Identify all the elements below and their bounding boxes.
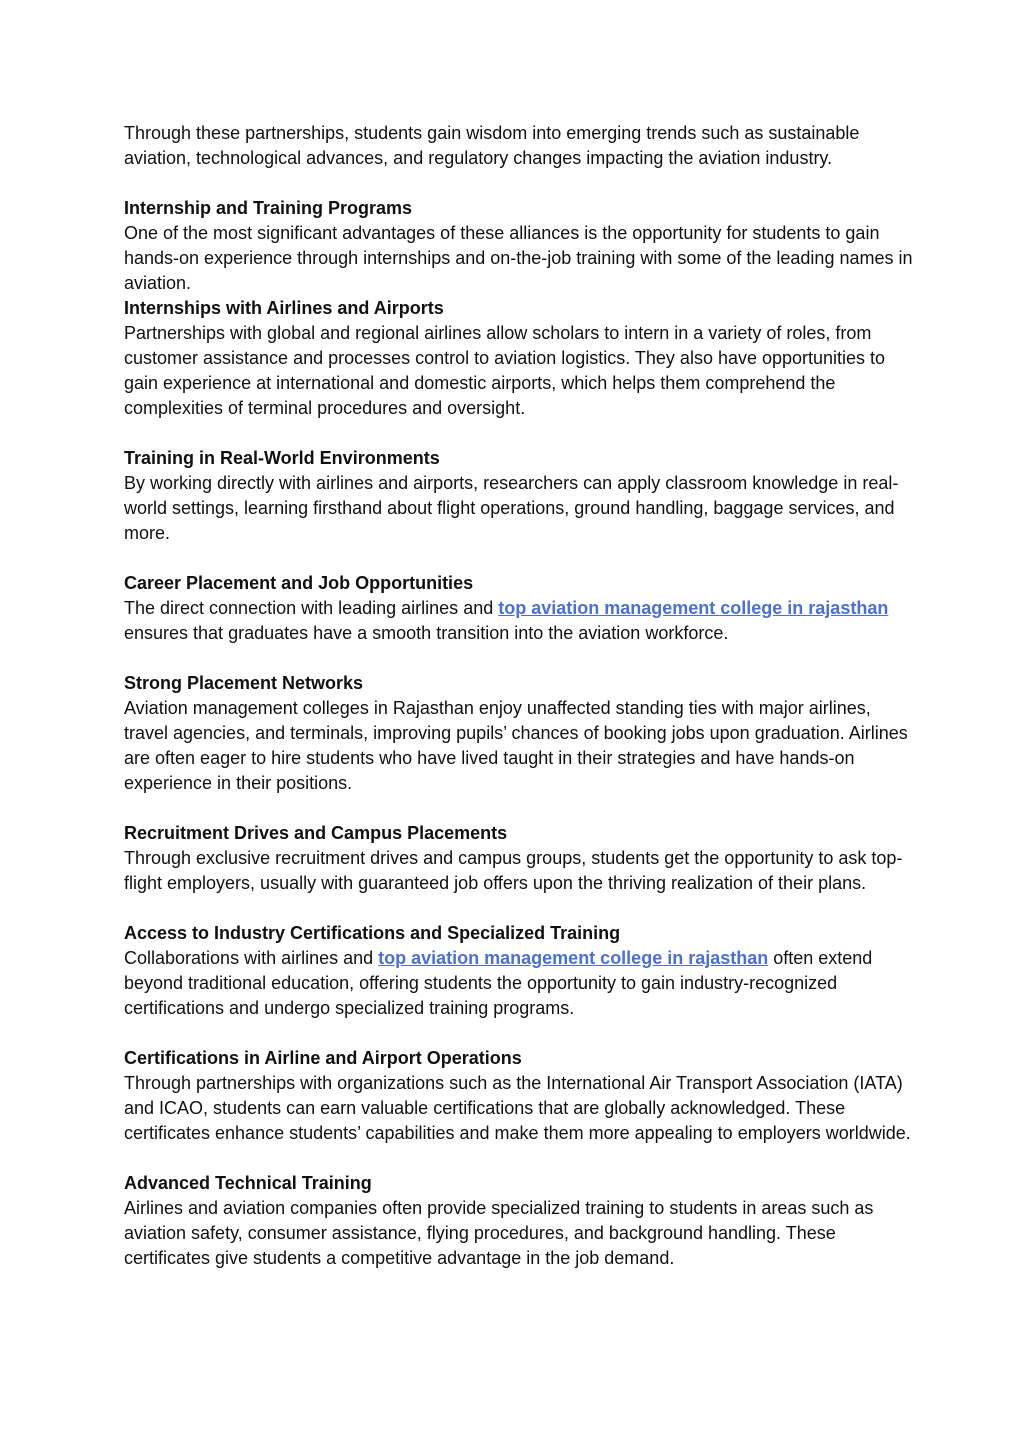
section-text-internship-training: One of the most significant advantages of these alliances is the opportunity for students to gain hands-on experience through internships and on-the-job training with some of the leading names in aviation. [124, 223, 913, 293]
spacer [124, 546, 914, 571]
spacer [124, 646, 914, 671]
section-heading-real-world-training: Training in Real-World Environments [124, 448, 440, 468]
spacer [124, 896, 914, 921]
section-text-airline-airport-certs: Through partnerships with organizations such as the International Air Transport Association (IATA) and ICAO, students can earn valuable certifications that are globally acknowledged. These certificates enhance students’ capabilities and make them more appealing to employers worldwide. [124, 1073, 911, 1143]
section-text-career-placement [124, 596, 914, 646]
spacer [124, 796, 914, 821]
text-segment: ensures that graduates have a smooth transition into the aviation workforce. [124, 623, 729, 643]
section-heading-certifications-access: Access to Industry Certifications and Specialized Training [124, 923, 621, 943]
section-text-real-world-training: By working directly with airlines and airports, researchers can apply classroom knowledge in real-world settings, learning firsthand about flight operations, ground handling, baggage services, and more. [124, 473, 899, 543]
text-segment: The direct connection with leading airlines and [124, 598, 499, 618]
section-text-placement-networks: Aviation management colleges in Rajasthan enjoy unaffected standing ties with major airlines, travel agencies, and terminals, improving pupils’ chances of booking jobs upon graduation. Airlines are often eager to hire students who have lived taught in their strategies and have hands-on experience in their positions. [124, 698, 908, 793]
section-heading-recruitment-drives: Recruitment Drives and Campus Placements [124, 823, 508, 843]
section-text-recruitment-drives: Through exclusive recruitment drives and campus groups, students get the opportunity to ask top-flight employers, usually with guaranteed job offers upon the thriving realization of their plans. [124, 848, 903, 893]
section-heading-placement-networks: Strong Placement Networks [124, 673, 364, 693]
document-page [124, 121, 914, 1271]
section-text-certifications-access [124, 946, 914, 1021]
section-text-internships-airlines: Partnerships with global and regional airlines allow scholars to intern in a variety of roles, from customer assistance and processes control to aviation logistics. They also have opportunities to gain experience at international and domestic airports, which helps them comprehend the complexities of terminal procedures and oversight. [124, 323, 886, 418]
section-heading-internship-training: Internship and Training Programs [124, 198, 413, 218]
text-segment: often extend beyond traditional education, offering students the opportunity to gain industry-recognized certifications and undergo specialized training programs. [124, 948, 873, 1018]
section-heading-internships-airlines: Internships with Airlines and Airports [124, 298, 444, 318]
section-heading-career-placement: Career Placement and Job Opportunities [124, 573, 474, 593]
spacer [124, 171, 914, 196]
spacer [124, 1021, 914, 1046]
section-heading-advanced-training: Advanced Technical Training [124, 1173, 372, 1193]
college-link[interactable]: top aviation management college in rajasthan [378, 948, 769, 968]
text-segment: Collaborations with airlines and [124, 948, 379, 968]
spacer [124, 1146, 914, 1171]
intro-paragraph: Through these partnerships, students gain wisdom into emerging trends such as sustainable aviation, technological advances, and regulatory changes impacting the aviation industry. [124, 123, 860, 168]
section-heading-airline-airport-certs: Certifications in Airline and Airport Operations [124, 1048, 522, 1068]
section-text-advanced-training: Airlines and aviation companies often provide specialized training to students in areas such as aviation safety, consumer assistance, flying procedures, and background handling. These certificates give students a competitive advantage in the job demand. [124, 1198, 874, 1268]
spacer [124, 421, 914, 446]
college-link[interactable]: top aviation management college in rajasthan [498, 598, 889, 618]
